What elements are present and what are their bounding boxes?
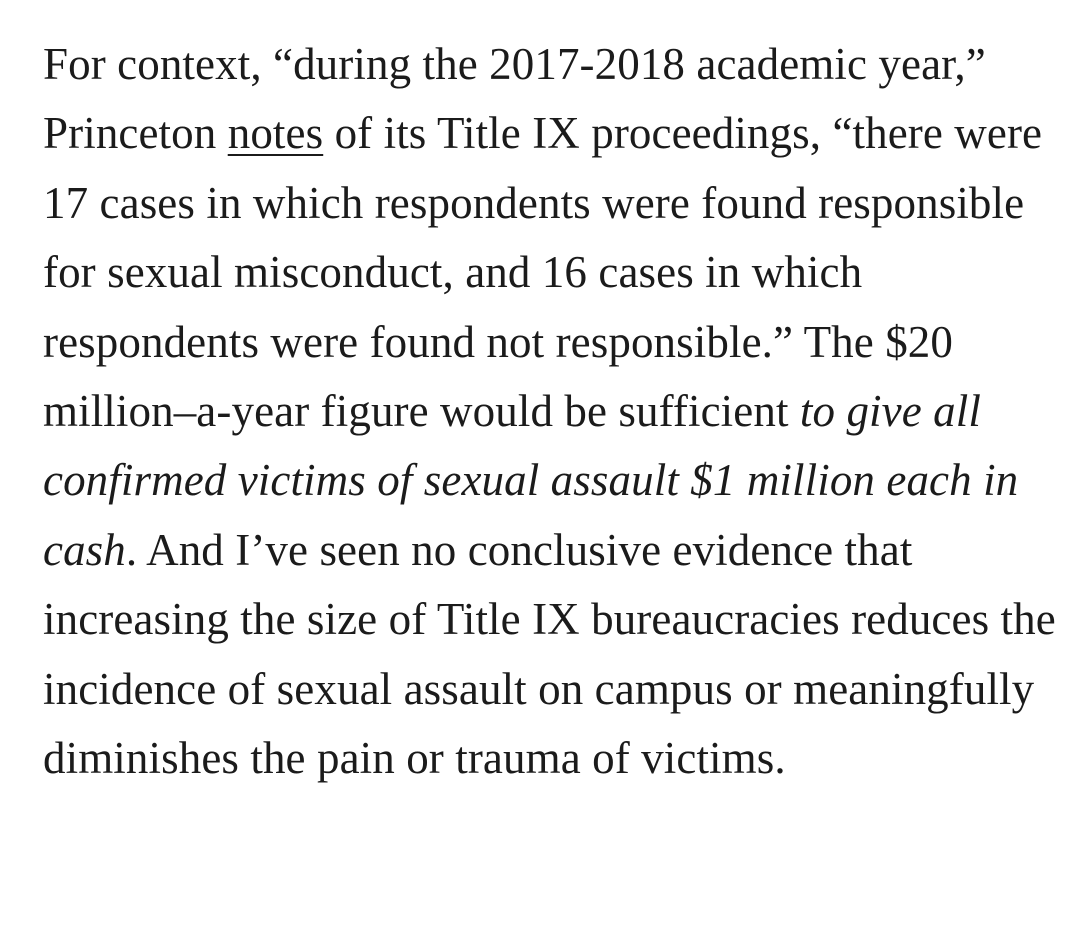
emphasized-text: to give all confirmed victims of sexual assault $1 million each in cash [43,386,1019,575]
paragraph-text-middle: of its Title IX proceedings, “there were 17 cases in which respondents were found responsible for sexual misconduct, and 16 cases in which respondents were found not responsible.” The $20 million–a-year figure would be sufficient [43,108,1043,437]
article-paragraph [43,30,1063,793]
paragraph-text-end: . And I’ve seen no conclusive evidence that increasing the size of Title IX bureaucracies reduces the incidence of sexual assault on campus or meaningfully diminishes the pain or trauma of victims. [43,524,1056,784]
notes-link[interactable]: notes [227,108,324,159]
paragraph-text-intro: For context, “during the 2017-2018 academic year,” Princeton [43,39,986,159]
